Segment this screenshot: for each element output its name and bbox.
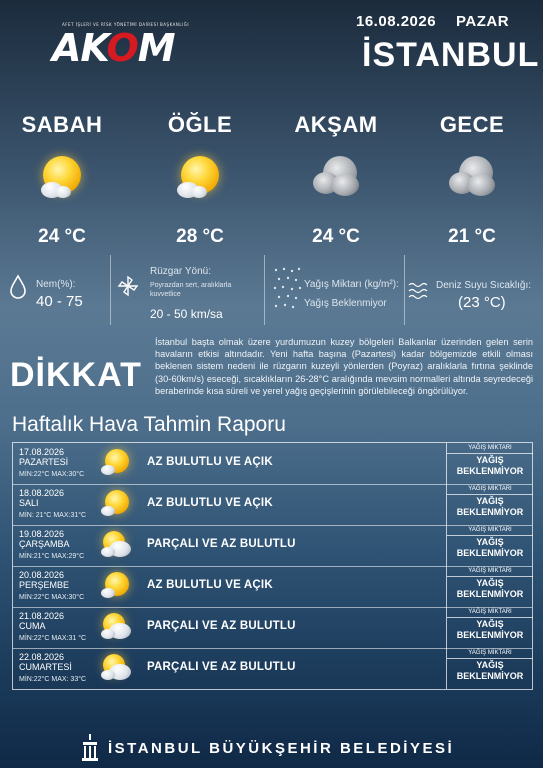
- sun-cloud-icon: [27, 152, 97, 208]
- row-rain-box: [446, 607, 533, 648]
- row-max: MAX: 33°C: [51, 676, 87, 683]
- row-minmax: [19, 553, 84, 560]
- humidity-value: 40 - 75: [36, 293, 83, 310]
- rain-label: Yağış Miktarı (kg/m²):: [304, 279, 399, 290]
- row-rain: YAĞIŞ BEKLENMİYOR: [456, 660, 524, 681]
- row-min: MİN: 21°C: [19, 512, 52, 519]
- row-rain: YAĞIŞ BEKLENMİYOR: [456, 496, 524, 517]
- sun-cloud-icon: [99, 570, 133, 602]
- table-row: [13, 566, 532, 608]
- period-label: SABAH: [21, 112, 103, 137]
- period-temp: 24 °C: [38, 226, 86, 247]
- forecast-date: 16.08.2026: [356, 13, 437, 30]
- row-day: CUMARTESİ: [19, 662, 72, 672]
- sun-cloud-icon: [99, 652, 133, 684]
- info-divider: [264, 255, 265, 325]
- logo-text-m: M: [137, 26, 175, 70]
- sea-label: Deniz Suyu Sıcaklığı:: [436, 280, 532, 291]
- warning-title: DİKKAT: [10, 356, 142, 394]
- row-min: MİN:22°C: [19, 594, 50, 601]
- rain-header: YAĞIŞ MİKTARI: [447, 484, 533, 495]
- logo-text: [52, 26, 175, 70]
- row-condition: PARÇALI VE AZ BULUTLU: [147, 538, 296, 550]
- row-condition: AZ BULUTLU VE AÇIK: [147, 579, 273, 591]
- info-divider: [404, 255, 405, 325]
- wind-desc: Poyrazdan sert, aralıklarla kuvvetlice: [150, 282, 232, 298]
- row-date-value: 21.08.2026: [19, 611, 65, 621]
- row-min: MİN:22°C: [19, 676, 50, 683]
- row-date: [19, 570, 69, 590]
- rain-header: YAĞIŞ MİKTARI: [447, 525, 533, 536]
- sun-cloud-icon: [99, 529, 133, 561]
- period-temp: 21 °C: [448, 226, 496, 247]
- row-min: MİN:21°C: [19, 553, 50, 560]
- row-condition: AZ BULUTLU VE AÇIK: [147, 497, 273, 509]
- row-max: MAX:29°C: [51, 553, 85, 560]
- rain-icon: [272, 266, 302, 314]
- row-day: CUMA: [19, 621, 46, 631]
- table-row: [13, 443, 532, 485]
- warning-text: İstanbul başta olmak üzere yurdumuzun kuzey bölgeleri Balkanlar üzerinden gelen serin havaların etkisi altındadır. Yeni hafta başına (Pazartesi) kadar bölgemizde etkili olması beklenen sistem nedeni ile rüzgarın kuzeyli yönlerden (Poyraz) aralıklarla fırtına şeklinde (30-60km/s) eseceği, sıcaklıkların 26-28°C aralığında mevsim normalleri altında seyredeceği beraberinde kısa süreli ve yerel yağış geçişlerinin görülebileceği öngörülüyor.: [155, 337, 533, 396]
- row-rain-box: [446, 443, 533, 484]
- row-minmax: [19, 676, 86, 683]
- akom-logo: [52, 18, 192, 74]
- row-max: MAX:31 °C: [51, 635, 87, 642]
- row-rain: YAĞIŞ BEKLENMİYOR: [456, 455, 524, 476]
- period-temp: 28 °C: [176, 226, 224, 247]
- row-condition: PARÇALI VE AZ BULUTLU: [147, 661, 296, 673]
- rain-header: YAĞIŞ MİKTARI: [447, 648, 533, 659]
- row-rain-box: [446, 566, 533, 607]
- footer-text: İSTANBUL BÜYÜKŞEHİR BELEDİYESİ: [108, 740, 455, 757]
- row-rain-box: [446, 484, 533, 525]
- row-date: [19, 529, 70, 549]
- moon-cloud-icon: [437, 152, 507, 208]
- wind-icon: [116, 274, 140, 302]
- period-sabah: [2, 112, 122, 248]
- report-title: Haftalık Hava Tahmin Raporu: [12, 413, 286, 436]
- row-max: MAX:30°C: [51, 471, 85, 478]
- row-max: MAX:31°C: [53, 512, 87, 519]
- row-minmax: [19, 635, 86, 642]
- humidity-icon: [8, 274, 28, 304]
- sun-cloud-icon: [99, 611, 133, 643]
- wind-value: 20 - 50 km/sa: [150, 307, 223, 321]
- forecast-day: PAZAR: [456, 13, 510, 30]
- sun-cloud-icon: [165, 152, 235, 208]
- row-rain-box: [446, 648, 533, 689]
- row-date: [19, 447, 68, 467]
- period-label: ÖĞLE: [167, 112, 233, 137]
- logo-subtitle: AFET İŞLERİ VE RİSK YÖNETİMİ DAİRESİ BAŞKANLIĞI: [62, 22, 190, 27]
- rain-value: Yağış Beklenmiyor: [304, 298, 387, 309]
- row-day: SALI: [19, 498, 39, 508]
- row-min: MİN:22°C: [19, 471, 50, 478]
- logo-text-a: AK: [52, 26, 107, 70]
- period-aksam: [276, 112, 396, 248]
- row-date: [19, 611, 64, 631]
- row-condition: PARÇALI VE AZ BULUTLU: [147, 620, 296, 632]
- row-minmax: [19, 512, 86, 519]
- period-ogle: [140, 112, 260, 248]
- row-date-value: 20.08.2026: [19, 570, 65, 580]
- row-date-value: 19.08.2026: [19, 529, 65, 539]
- row-date-value: 22.08.2026: [19, 652, 65, 662]
- ibb-emblem-icon: [80, 734, 100, 766]
- sun-cloud-icon: [99, 488, 133, 520]
- row-min: MİN:22°C: [19, 635, 50, 642]
- row-date: [19, 488, 64, 508]
- info-divider: [110, 255, 111, 325]
- period-temp: 24 °C: [312, 226, 360, 247]
- row-date-value: 17.08.2026: [19, 447, 65, 457]
- wind-label: Rüzgar Yönü:: [150, 266, 211, 277]
- row-day: ÇARŞAMBA: [19, 539, 70, 549]
- table-row: [13, 648, 532, 689]
- sun-cloud-icon: [99, 447, 133, 479]
- period-gece: [412, 112, 532, 248]
- row-rain: YAĞIŞ BEKLENMİYOR: [456, 578, 524, 599]
- row-rain-box: [446, 525, 533, 566]
- rain-header: YAĞIŞ MİKTARI: [447, 443, 533, 454]
- row-rain: YAĞIŞ BEKLENMİYOR: [456, 619, 524, 640]
- row-day: PERŞEMBE: [19, 580, 70, 590]
- wave-icon: [408, 280, 430, 306]
- row-condition: AZ BULUTLU VE AÇIK: [147, 456, 273, 468]
- row-day: PAZARTESİ: [19, 457, 69, 467]
- rain-header: YAĞIŞ MİKTARI: [447, 607, 533, 618]
- period-label: GECE: [439, 112, 505, 137]
- row-date-value: 18.08.2026: [19, 488, 65, 498]
- table-row: [13, 484, 532, 526]
- row-date: [19, 652, 72, 672]
- footer: [0, 730, 543, 760]
- table-row: [13, 607, 532, 649]
- sea-value: (23 °C): [458, 294, 506, 311]
- row-rain: YAĞIŞ BEKLENMİYOR: [456, 537, 524, 558]
- period-label: AKŞAM: [294, 112, 378, 137]
- row-minmax: [19, 594, 84, 601]
- weekly-forecast-table: [12, 442, 533, 690]
- city-title: İSTANBUL: [362, 36, 540, 74]
- table-row: [13, 525, 532, 567]
- row-minmax: [19, 471, 84, 478]
- row-max: MAX:30°C: [51, 594, 85, 601]
- rain-header: YAĞIŞ MİKTARI: [447, 566, 533, 577]
- moon-cloud-icon: [301, 152, 371, 208]
- logo-text-o: O: [106, 26, 138, 70]
- humidity-label: Nem(%):: [36, 279, 76, 290]
